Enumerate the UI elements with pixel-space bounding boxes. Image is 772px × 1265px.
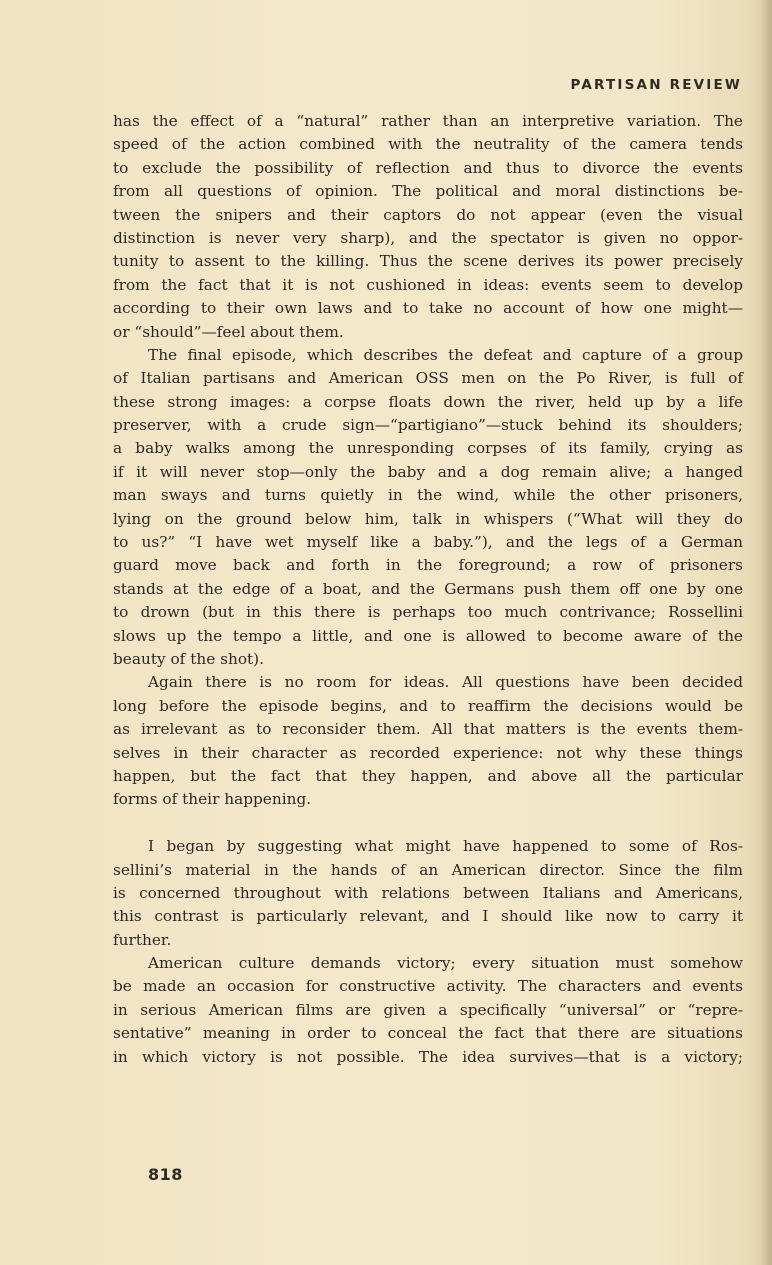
- text-line: these strong images: a corpse floats down the river, held up by a life: [113, 392, 743, 411]
- text-line: distinction is never very sharp), and the spectator is given no oppor-: [113, 228, 743, 247]
- paragraph: [113, 952, 743, 1069]
- text-line: to us?” “I have wet myself like a baby.”), and the legs of a German: [113, 533, 743, 552]
- text-line: speed of the action combined with the neutrality of the camera tends: [113, 135, 743, 154]
- text-line: lying on the ground below him, talk in whispers (“What will they do: [113, 509, 743, 528]
- page-number: 818: [148, 1165, 183, 1184]
- text-line: in serious American films are given a specifically “universal” or “repre-: [113, 1000, 743, 1019]
- body-text: [113, 110, 743, 1069]
- text-line: tween the snipers and their captors do not appear (even the visual: [113, 205, 743, 224]
- text-line: beauty of the shot).: [113, 649, 265, 668]
- text-line: slows up the tempo a little, and one is allowed to become aware of the: [113, 626, 743, 645]
- text-line: happen, but the fact that they happen, and above all the particular: [113, 766, 743, 785]
- text-line: sentative” meaning in order to conceal the fact that there are situations: [113, 1024, 743, 1043]
- text-line: to drown (but in this there is perhaps too much contrivance; Rossellini: [113, 603, 743, 622]
- text-line: stands at the edge of a boat, and the Germans push them off one by one: [113, 579, 743, 598]
- text-line: be made an occasion for constructive activity. The characters and events: [113, 977, 743, 996]
- text-line: man sways and turns quietly in the wind, while the other prisoners,: [113, 486, 743, 505]
- text-line: this contrast is particularly relevant, and I should like now to carry it: [113, 907, 743, 926]
- paragraph: [113, 110, 743, 344]
- page-edge-shadow: [760, 0, 772, 1265]
- text-line: guard move back and forth in the foreground; a row of prisoners: [113, 556, 743, 575]
- text-line: has the effect of a “natural” rather than an interpretive variation. The: [113, 112, 743, 130]
- text-line: selves in their character as recorded experience: not why these things: [113, 743, 743, 762]
- section-break: [113, 812, 743, 835]
- text-line: if it will never stop—only the baby and a dog remain alive; a hanged: [113, 462, 743, 481]
- text-line: a baby walks among the unresponding corpses of its family, crying as: [113, 439, 743, 458]
- text-line: from all questions of opinion. The political and moral distinctions be-: [113, 182, 743, 201]
- text-line: according to their own laws and to take no account of how one might—: [113, 299, 743, 318]
- text-line: or “should”—feel about them.: [113, 322, 344, 341]
- text-line: Again there is no room for ideas. All questions have been decided: [148, 673, 743, 692]
- paragraph: [113, 344, 743, 671]
- paragraph: [113, 671, 743, 811]
- paragraph: [113, 835, 743, 952]
- text-line: to exclude the possibility of reflection and thus to divorce the events: [113, 158, 743, 177]
- text-line: tunity to assent to the killing. Thus the scene derives its power precisely: [113, 252, 743, 271]
- text-line: further.: [113, 930, 172, 949]
- text-line: from the fact that it is not cushioned in ideas: events seem to develop: [113, 275, 743, 294]
- text-line: long before the episode begins, and to reaffirm the decisions would be: [113, 696, 743, 715]
- text-line: as irrelevant as to reconsider them. All that matters is the events them-: [113, 720, 743, 739]
- running-head: PARTISAN REVIEW: [570, 77, 742, 93]
- text-line: forms of their happening.: [113, 790, 312, 809]
- text-line: in which victory is not possible. The idea survives—that is a victory;: [113, 1047, 743, 1066]
- text-line: American culture demands victory; every situation must somehow: [148, 954, 743, 973]
- text-line: sellini’s material in the hands of an American director. Since the film: [113, 860, 743, 879]
- text-line: I began by suggesting what might have happened to some of Ros-: [148, 837, 743, 856]
- text-line: The final episode, which describes the defeat and capture of a group: [148, 345, 743, 364]
- text-line: of Italian partisans and American OSS men on the Po River, is full of: [113, 369, 743, 388]
- text-line: is concerned throughout with relations between Italians and Americans,: [113, 883, 743, 902]
- text-line: preserver, with a crude sign—“partigiano”—stuck behind its shoulders;: [113, 416, 743, 435]
